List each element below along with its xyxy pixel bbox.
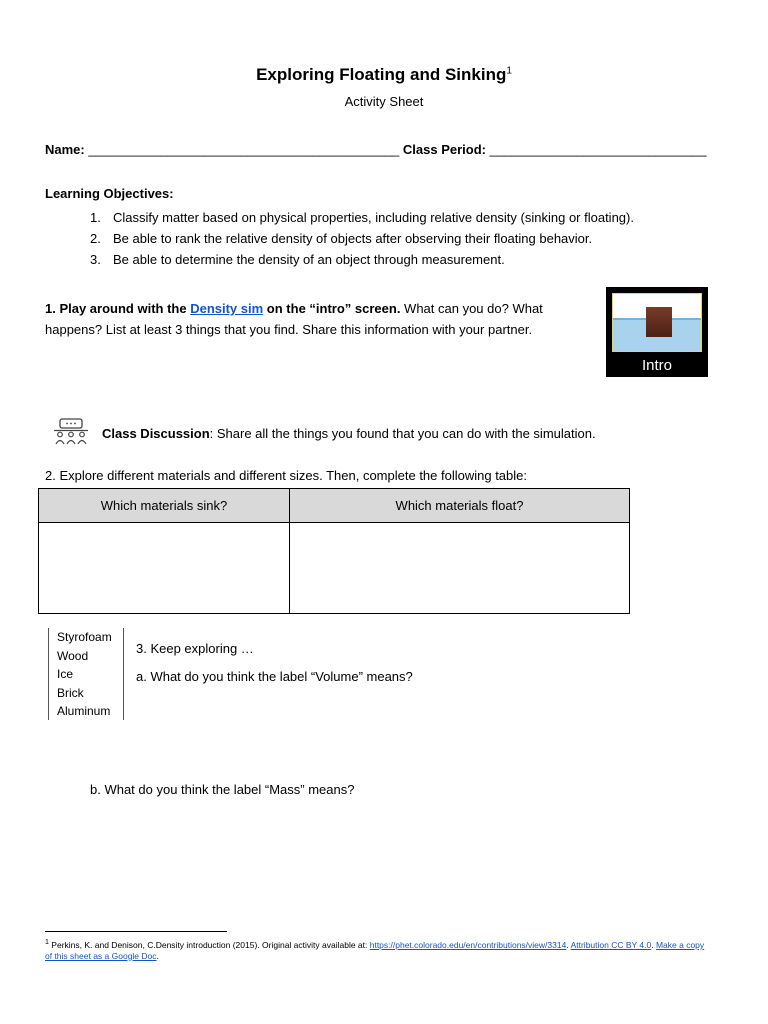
question-1 — [45, 298, 585, 340]
objective-item — [90, 207, 634, 228]
objective-item — [90, 249, 634, 270]
footnote — [45, 937, 713, 962]
class-discussion-label: Class Discussion — [102, 426, 210, 441]
objective-number: 1. — [90, 210, 101, 225]
footnote-marker: 1 — [45, 938, 49, 946]
objective-text: Classify matter based on physical properties, including relative density (sinking or floating). — [113, 210, 634, 225]
objective-text: Be able to determine the density of an object through measurement. — [113, 252, 505, 267]
float-column-header: Which materials float? — [290, 489, 630, 523]
footnote-divider — [45, 931, 227, 932]
page-title — [0, 65, 768, 85]
material-item: Wood — [57, 648, 89, 663]
material-item: Styrofoam — [57, 630, 112, 644]
sink-float-table — [38, 488, 630, 614]
question-3a: a. What do you think the label “Volume” means? — [136, 669, 413, 684]
sink-answer-cell[interactable] — [39, 523, 290, 614]
objective-number: 3. — [90, 252, 101, 267]
name-label: Name: — [45, 142, 85, 157]
question-1-lead: 1. Play around with the — [45, 301, 191, 316]
phet-activity-link[interactable]: https://phet.colorado.edu/en/contributions/view/3314 — [369, 939, 567, 950]
intro-preview — [612, 293, 702, 352]
sink-column-header: Which materials sink? — [39, 489, 290, 523]
title-text: Exploring Floating and Sinking — [256, 65, 507, 84]
name-blank[interactable]: ___________________________________________ — [88, 142, 400, 157]
question-3: 3. Keep exploring … — [136, 641, 254, 656]
footnote-sep: . — [566, 939, 571, 950]
material-item: Brick — [57, 685, 84, 700]
question-2: 2. Explore different materials and different sizes. Then, complete the following table: — [45, 468, 527, 483]
student-info-line — [45, 142, 707, 157]
class-discussion-text: : Share all the things you found that you can do with the simulation. — [209, 426, 596, 441]
float-answer-cell[interactable] — [290, 523, 630, 614]
objective-text: Be able to rank the relative density of objects after observing their floating behavior. — [113, 231, 593, 246]
materials-list — [48, 628, 124, 720]
footnote-end: . — [156, 950, 159, 961]
google-doc-copy-link[interactable]: Make a copy of this sheet as a Google Doc — [45, 939, 705, 961]
question-3b: b. What do you think the label “Mass” means? — [90, 782, 355, 797]
density-sim-link[interactable]: Density sim — [190, 301, 264, 316]
objectives-list — [90, 207, 634, 270]
intro-screen-thumbnail[interactable] — [606, 287, 708, 377]
floating-block — [646, 307, 672, 337]
class-period-label: Class Period: — [402, 142, 486, 157]
class-period-blank[interactable]: ______________________________ — [489, 142, 707, 157]
objectives-heading: Learning Objectives: — [45, 186, 174, 201]
question-1-lead-end: on the “intro” screen. — [263, 301, 401, 316]
objective-item — [90, 228, 634, 249]
objective-number: 2. — [90, 231, 101, 246]
page-subtitle: Activity Sheet — [344, 94, 424, 109]
title-footnote-marker: 1 — [506, 65, 512, 77]
material-item: Ice — [57, 667, 74, 681]
class-discussion — [102, 426, 596, 441]
intro-label: Intro — [641, 357, 672, 374]
material-item: Aluminum — [57, 704, 111, 718]
question-1-rest: What can you do? What happens? List at least 3 things that you find. Share this information with your partner. — [45, 301, 543, 337]
footnote-sep: . — [651, 939, 656, 950]
license-link[interactable]: Attribution CC BY 4.0 — [570, 939, 652, 950]
class-discussion-icon — [52, 418, 90, 446]
footnote-text: Perkins, K. and Denison, C.Density introduction (2015). Original activity available at: — [48, 939, 370, 950]
